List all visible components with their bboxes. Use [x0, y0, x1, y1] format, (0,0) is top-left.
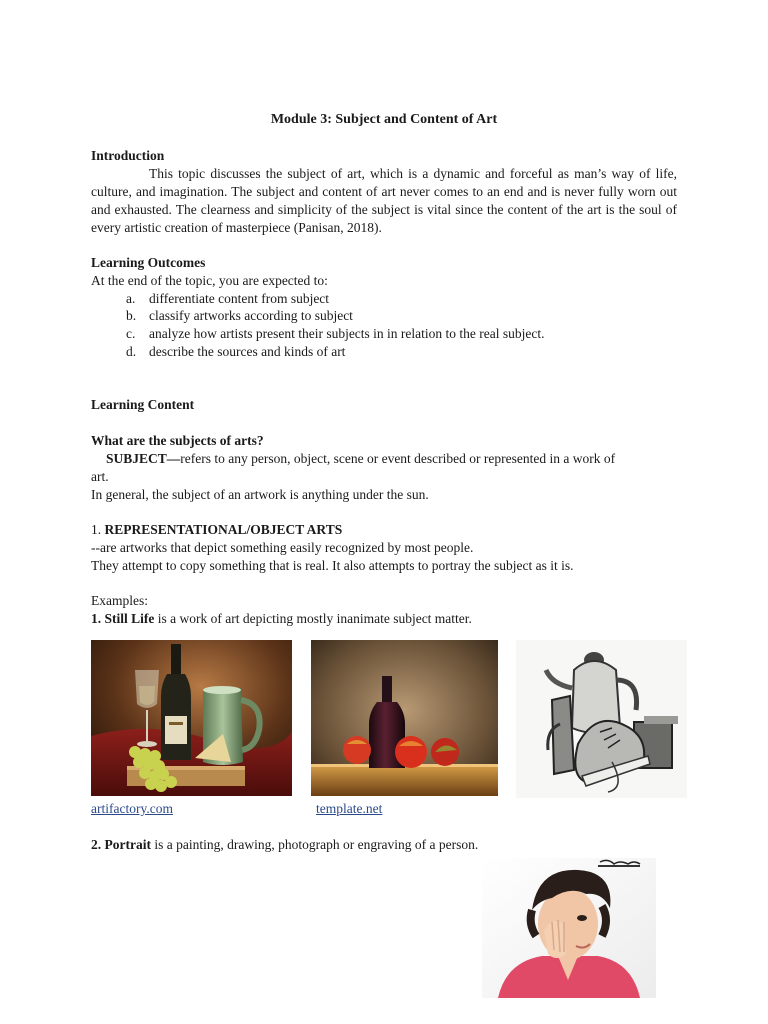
representational-heading: [91, 521, 342, 539]
representational-line-1: --are artworks that depict something easily recognized by most people.: [91, 540, 474, 555]
still-life-definition: [91, 610, 472, 628]
section-title: REPRESENTATIONAL/OBJECT ARTS: [104, 522, 343, 537]
learning-outcomes-lead: At the end of the topic, you are expected to:: [91, 273, 328, 288]
list-item-text: classify artworks according to subject: [149, 308, 353, 323]
list-item-letter: c.: [126, 326, 136, 341]
examples-label: Examples:: [91, 593, 148, 608]
still-life-painting-image: [91, 640, 292, 796]
learning-content-heading: Learning Content: [91, 397, 195, 412]
still-life-term: 1. Still Life: [91, 611, 155, 626]
list-item-text: analyze how artists present their subjects in in relation to the real subject.: [149, 326, 545, 341]
introduction-paragraph: This topic discusses the subject of art, which is a dynamic and forceful as man’s way of life, culture, and imagination. The subject and content of art never comes to an end and is never fully worn out and exhausted. The clearness and simplicity of the subject is vital since the content of the art is the soul of every artistic creation of masterpiece (Panisan, 2018).: [91, 166, 677, 235]
subject-definition-wrap: art.: [91, 469, 109, 484]
list-item-letter: d.: [126, 344, 137, 359]
introduction-heading: Introduction: [91, 148, 165, 163]
list-item-text: differentiate content from subject: [149, 291, 330, 306]
still-life-text: is a work of art depicting mostly inanimate subject matter.: [154, 611, 472, 626]
portrait-photo-image: [482, 858, 656, 998]
subject-definition: refers to any person, object, scene or event described or represented in a work of: [180, 451, 616, 466]
representational-line-2: They attempt to copy something that is real. It also attempts to portray the subject as it is.: [91, 558, 574, 573]
list-item-text: describe the sources and kinds of art: [149, 344, 346, 359]
portrait-term: 2. Portrait: [91, 837, 151, 852]
list-item: [0, 307, 768, 325]
page-title: Module 3: Subject and Content of Art: [270, 112, 498, 127]
list-item: [0, 325, 768, 343]
subjects-question: What are the subjects of arts?: [91, 433, 264, 448]
image-credit-link[interactable]: artifactory.com: [91, 801, 173, 816]
section-number: 1.: [91, 522, 102, 537]
subject-term: SUBJECT—: [106, 451, 181, 466]
subject-general-statement: In general, the subject of an artwork is anything under the sun.: [91, 487, 429, 502]
subject-definition-line: [106, 450, 615, 468]
still-life-apples-image: [311, 640, 498, 796]
learning-outcomes-heading: Learning Outcomes: [91, 255, 206, 270]
list-item: [0, 343, 768, 361]
portrait-text: is a painting, drawing, photograph or engraving of a person.: [150, 837, 479, 852]
list-item-letter: a.: [126, 291, 136, 306]
still-life-sketch-image: [516, 640, 687, 798]
portrait-definition: [91, 836, 478, 854]
image-credit-link[interactable]: template.net: [316, 801, 383, 816]
list-item: [0, 290, 768, 308]
list-item-letter: b.: [126, 308, 137, 323]
